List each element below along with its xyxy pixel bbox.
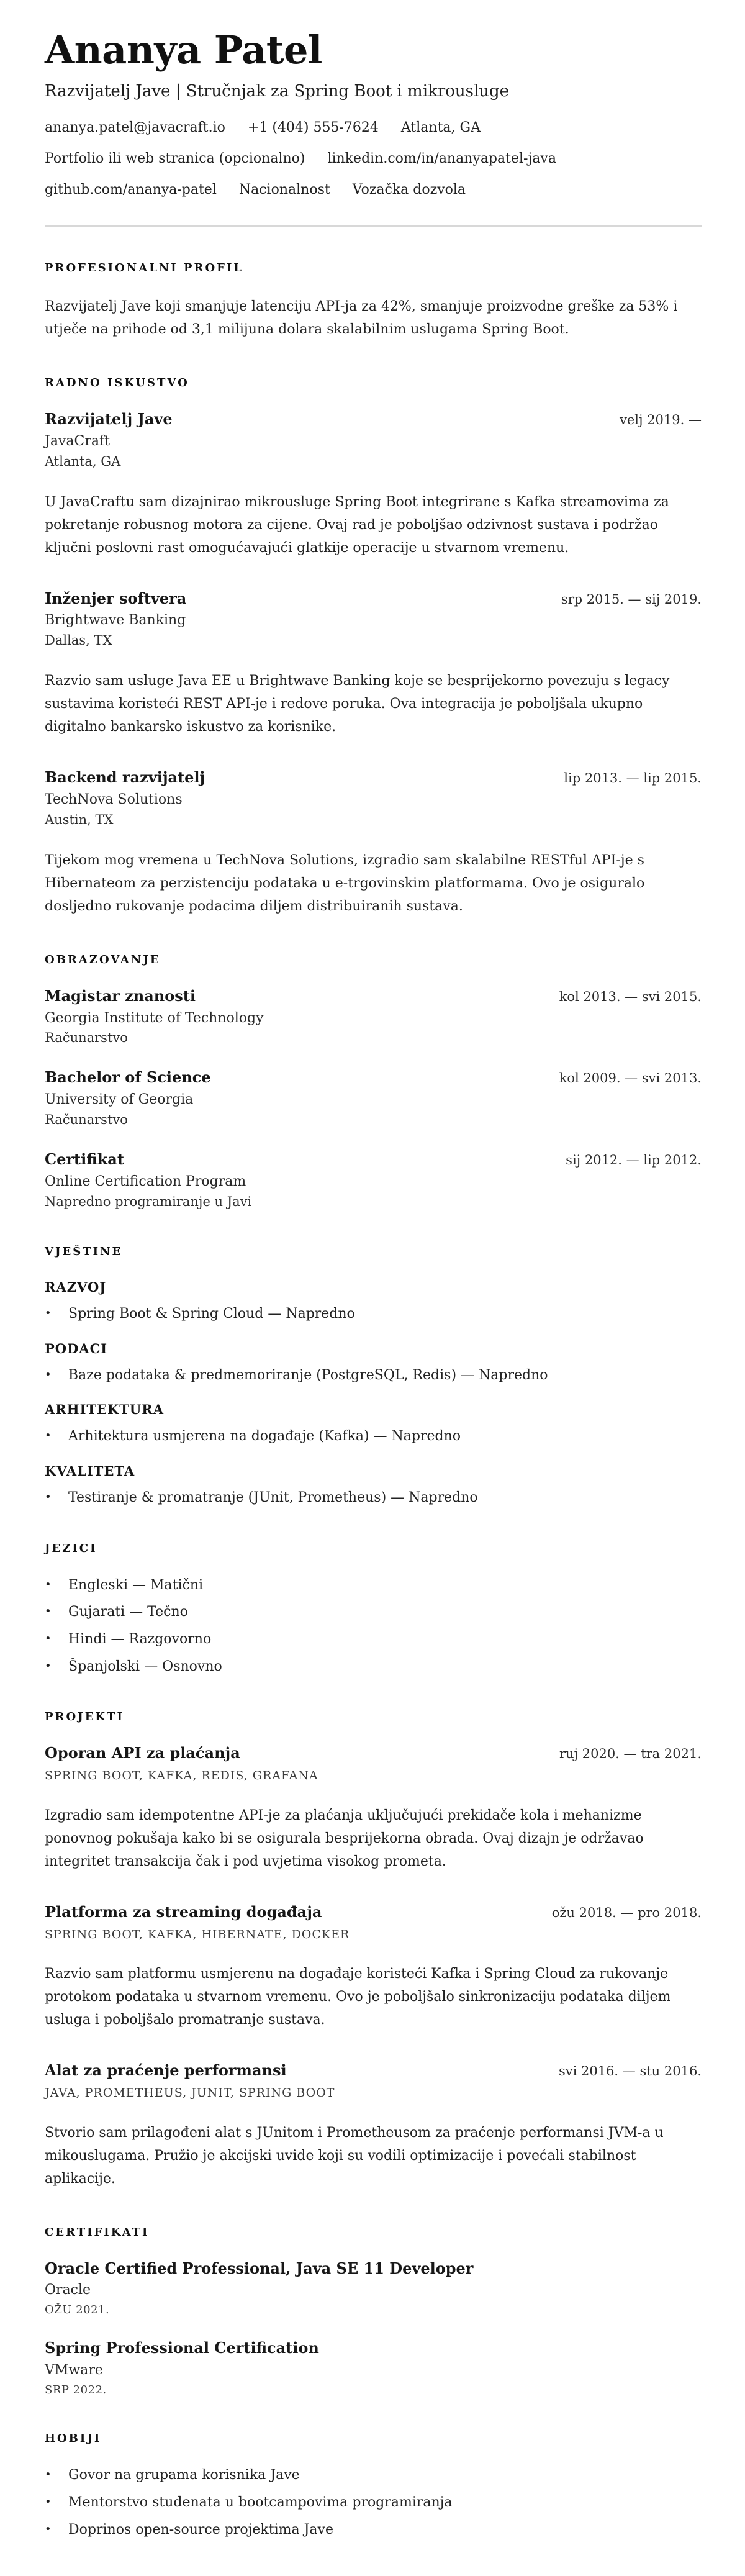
project-entry-head bbox=[45, 1744, 702, 1762]
certification-entry bbox=[45, 2339, 702, 2397]
skill-item-text: Testiranje & promatranje (JUnit, Prometheus) — Napredno bbox=[68, 1489, 478, 1505]
language-list bbox=[45, 1576, 702, 1676]
job-entry bbox=[45, 769, 702, 918]
bullet-icon: • bbox=[45, 1306, 52, 1320]
certification-date: SRP 2022. bbox=[45, 2383, 107, 2397]
job-entry-head bbox=[45, 590, 702, 608]
hobby-item bbox=[45, 2466, 702, 2485]
job-location: Atlanta, GA bbox=[45, 453, 121, 469]
hobby-item-text: Mentorstvo studenata u bootcampovima programiranja bbox=[68, 2494, 453, 2510]
job-entry bbox=[45, 590, 702, 740]
language-item bbox=[45, 1603, 702, 1621]
job-description: Razvio sam usluge Java EE u Brightwave Banking koje se besprijekorno povezuju s legacy sustavima koristeći REST API-je i redove poruka. Ova integracija je poboljšala ukupno digitalno bankarsko iskustvo za korisnike. bbox=[45, 673, 670, 735]
contact-block bbox=[45, 121, 702, 197]
project-description: Razvio sam platformu usmjerenu na događaje koristeći Kafka i Spring Cloud za rukovanje protokom podataka u stvarnom vremenu. Ovo je poboljšalo sinkronizaciju podataka diljem usluga i poboljšalo promatranje sustava. bbox=[45, 1966, 671, 2028]
project-entry-head bbox=[45, 1903, 702, 1921]
language-item-text: Španjolski — Osnovno bbox=[68, 1658, 222, 1674]
language-item-text: Gujarati — Tečno bbox=[68, 1604, 188, 1620]
education-dates: sij 2012. — lip 2012. bbox=[566, 1153, 702, 1168]
language-item-text: Hindi — Razgovorno bbox=[68, 1631, 212, 1647]
skill-group-data bbox=[45, 1341, 702, 1385]
education-field: Napredno programiranje u Javi bbox=[45, 1194, 252, 1209]
skill-group-architecture bbox=[45, 1402, 702, 1446]
skill-group-name: RAZVOJ bbox=[45, 1279, 107, 1295]
hobby-item-text: Doprinos open-source projektima Jave bbox=[68, 2521, 333, 2537]
section-heading-hobbies: HOBIJI bbox=[45, 2432, 102, 2446]
job-location: Austin, TX bbox=[45, 812, 114, 827]
bullet-icon: • bbox=[45, 1605, 52, 1618]
contact-github: github.com/ananya-patel bbox=[45, 182, 217, 198]
bullet-icon: • bbox=[45, 2468, 52, 2482]
project-tags: SPRING BOOT, KAFKA, REDIS, GRAFANA bbox=[45, 1769, 318, 1783]
person-headline: Razvijatelj Jave | Stručnjak za Spring Boot i mikrousluge bbox=[45, 82, 510, 101]
section-heading-languages: JEZICI bbox=[45, 1541, 97, 1555]
bullet-icon: • bbox=[45, 1367, 52, 1381]
bullet-icon: • bbox=[45, 1490, 52, 1503]
project-description: Stvorio sam prilagođeni alat s JUnitom i Prometheusom za praćenje performansi JVM-a u mikouslugama. Pružio je akcijski uvide koji su vodili optimizacije i povećali stabilnost aplikacije. bbox=[45, 2125, 664, 2187]
project-dates: ruj 2020. — tra 2021. bbox=[559, 1746, 702, 1762]
language-item bbox=[45, 1576, 702, 1595]
education-school: University of Georgia bbox=[45, 1092, 194, 1108]
job-description: U JavaCraftu sam dizajnirao mikrousluge Spring Boot integrirane s Kafka streamovima za pokretanje robusnog motora za cijene. Ovaj rad je poboljšao odzivnost sustava i podržao ključni poslovni rast omogućavajući glatkije operacije u stvarnom vremenu. bbox=[45, 494, 669, 556]
education-entry-head bbox=[45, 987, 702, 1005]
job-company: TechNova Solutions bbox=[45, 792, 183, 808]
bullet-icon: • bbox=[45, 1631, 52, 1645]
section-heading-certifications: CERTIFIKATI bbox=[45, 2225, 150, 2239]
education-field: Računarstvo bbox=[45, 1030, 128, 1046]
project-dates: ožu 2018. — pro 2018. bbox=[551, 1905, 702, 1920]
job-title: Razvijatelj Jave bbox=[45, 410, 173, 429]
section-languages bbox=[45, 1542, 702, 1676]
skill-item bbox=[45, 1305, 702, 1323]
project-entry-head bbox=[45, 2062, 702, 2080]
job-entry bbox=[45, 410, 702, 560]
header-divider bbox=[45, 225, 702, 227]
certification-issuer: Oracle bbox=[45, 2282, 91, 2298]
education-school: Online Certification Program bbox=[45, 1173, 246, 1189]
hobby-item bbox=[45, 2521, 702, 2539]
bullet-icon: • bbox=[45, 2495, 52, 2508]
contact-email: ananya.patel@javacraft.io bbox=[45, 120, 225, 136]
job-description: Tijekom mog vremena u TechNova Solutions, izgradio sam skalabilne RESTful API-je s Hibernateom za perzistenciju podataka u e-trgovinskim platformama. Ovo je osiguralo dosljedno rukovanje podacima diljem distribuiranih sustava. bbox=[45, 852, 645, 914]
skill-list bbox=[45, 1305, 702, 1323]
section-skills bbox=[45, 1245, 702, 1507]
section-education bbox=[45, 953, 702, 1210]
project-title: Platforma za streaming događaja bbox=[45, 1902, 322, 1921]
project-tags: SPRING BOOT, KAFKA, HIBERNATE, DOCKER bbox=[45, 1927, 350, 1941]
project-tags: JAVA, PROMETHEUS, JUNIT, SPRING BOOT bbox=[45, 2085, 335, 2100]
resume-header bbox=[45, 29, 702, 227]
hobby-item-text: Govor na grupama korisnika Jave bbox=[68, 2467, 300, 2483]
skill-group-quality bbox=[45, 1463, 702, 1507]
project-description: Izgradio sam idempotentne API-je za plaćanja uključujući prekidače kola i mehanizme ponovnog pokušaja kako bi se osigurala besprijekorna obrada. Ovaj dizajn je održavao integritet transakcija čak i pod uvjetima visokog prometa. bbox=[45, 1807, 644, 1869]
skill-list bbox=[45, 1489, 702, 1507]
education-school: Georgia Institute of Technology bbox=[45, 1010, 264, 1026]
bullet-icon: • bbox=[45, 1577, 52, 1591]
contact-portfolio: Portfolio ili web stranica (opcionalno) bbox=[45, 151, 305, 167]
hobby-list bbox=[45, 2466, 702, 2539]
contact-nationality: Nacionalnost bbox=[238, 182, 330, 198]
job-entry-head bbox=[45, 410, 702, 429]
language-item bbox=[45, 1630, 702, 1649]
job-title: Backend razvijatelj bbox=[45, 768, 205, 787]
section-heading-education: OBRAZOVANJE bbox=[45, 953, 161, 966]
project-title: Alat za praćenje performansi bbox=[45, 2061, 287, 2080]
education-entry bbox=[45, 987, 702, 1047]
skill-item-text: Baze podataka & predmemoriranje (PostgreSQL, Redis) — Napredno bbox=[68, 1367, 548, 1383]
skill-group-name: KVALITETA bbox=[45, 1463, 135, 1479]
section-hobbies bbox=[45, 2432, 702, 2539]
skill-list bbox=[45, 1366, 702, 1385]
language-item-text: Engleski — Matični bbox=[68, 1577, 204, 1593]
certification-date: OŽU 2021. bbox=[45, 2303, 110, 2316]
project-entry bbox=[45, 2062, 702, 2190]
job-dates: velj 2019. — bbox=[620, 412, 702, 428]
contact-phone: +1 (404) 555-7624 bbox=[247, 120, 379, 136]
skill-group-name: ARHITEKTURA bbox=[45, 1402, 164, 1418]
job-location: Dallas, TX bbox=[45, 633, 112, 648]
job-company: Brightwave Banking bbox=[45, 612, 186, 628]
bullet-icon: • bbox=[45, 1429, 52, 1443]
bullet-icon: • bbox=[45, 2522, 52, 2536]
education-degree: Magistar znanosti bbox=[45, 986, 196, 1005]
project-entry bbox=[45, 1744, 702, 1873]
education-entry-head bbox=[45, 1151, 702, 1169]
section-profile bbox=[45, 261, 702, 342]
education-field: Računarstvo bbox=[45, 1112, 128, 1127]
contact-row bbox=[45, 183, 702, 197]
contact-drivers-license: Vozačka dozvola bbox=[352, 182, 466, 198]
certification-name: Spring Professional Certification bbox=[45, 2339, 319, 2357]
certification-entry bbox=[45, 2260, 702, 2318]
education-dates: kol 2009. — svi 2013. bbox=[559, 1071, 702, 1086]
person-name: Ananya Patel bbox=[45, 27, 322, 73]
education-degree: Bachelor of Science bbox=[45, 1068, 211, 1087]
job-dates: lip 2013. — lip 2015. bbox=[564, 771, 702, 786]
certification-name: Oracle Certified Professional, Java SE 11 Developer bbox=[45, 2259, 474, 2277]
language-item bbox=[45, 1658, 702, 1676]
education-entry bbox=[45, 1069, 702, 1128]
skill-list bbox=[45, 1427, 702, 1446]
profile-summary: Razvijatelj Jave koji smanjuje latenciju API-ja za 42%, smanjuje proizvodne greške za 53% i utječe na prihode od 3,1 milijuna dolara skalabilnim uslugama Spring Boot. bbox=[45, 299, 678, 338]
section-heading-experience: RADNO ISKUSTVO bbox=[45, 376, 189, 390]
job-dates: srp 2015. — sij 2019. bbox=[561, 591, 702, 607]
section-projects bbox=[45, 1710, 702, 2190]
section-certifications bbox=[45, 2226, 702, 2398]
job-title: Inženjer softvera bbox=[45, 589, 187, 607]
skill-item-text: Arhitektura usmjerena na događaje (Kafka) — Napredno bbox=[68, 1428, 461, 1444]
education-entry bbox=[45, 1151, 702, 1210]
project-dates: svi 2016. — stu 2016. bbox=[558, 2064, 702, 2079]
contact-location: Atlanta, GA bbox=[400, 120, 481, 136]
section-heading-profile: PROFESIONALNI PROFIL bbox=[45, 261, 244, 275]
education-entry-head bbox=[45, 1069, 702, 1087]
contact-linkedin: linkedin.com/in/ananyapatel-java bbox=[327, 151, 556, 167]
project-entry bbox=[45, 1903, 702, 2032]
contact-row bbox=[45, 152, 702, 166]
contact-row bbox=[45, 121, 702, 135]
skill-item bbox=[45, 1366, 702, 1385]
skill-group-name: PODACI bbox=[45, 1340, 108, 1356]
section-heading-skills: VJEŠTINE bbox=[45, 1245, 123, 1258]
education-degree: Certifikat bbox=[45, 1150, 124, 1169]
bullet-icon: • bbox=[45, 1659, 52, 1672]
skill-item-text: Spring Boot & Spring Cloud — Napredno bbox=[68, 1305, 355, 1322]
job-entry-head bbox=[45, 769, 702, 787]
project-title: Oporan API za plaćanja bbox=[45, 1744, 240, 1762]
education-dates: kol 2013. — svi 2015. bbox=[559, 989, 702, 1004]
certification-issuer: VMware bbox=[45, 2362, 103, 2379]
section-heading-projects: PROJEKTI bbox=[45, 1710, 124, 1724]
job-company: JavaCraft bbox=[45, 433, 110, 449]
skill-item bbox=[45, 1489, 702, 1507]
skill-item bbox=[45, 1427, 702, 1446]
hobby-item bbox=[45, 2493, 702, 2512]
skill-group-development bbox=[45, 1279, 702, 1323]
section-experience bbox=[45, 376, 702, 918]
